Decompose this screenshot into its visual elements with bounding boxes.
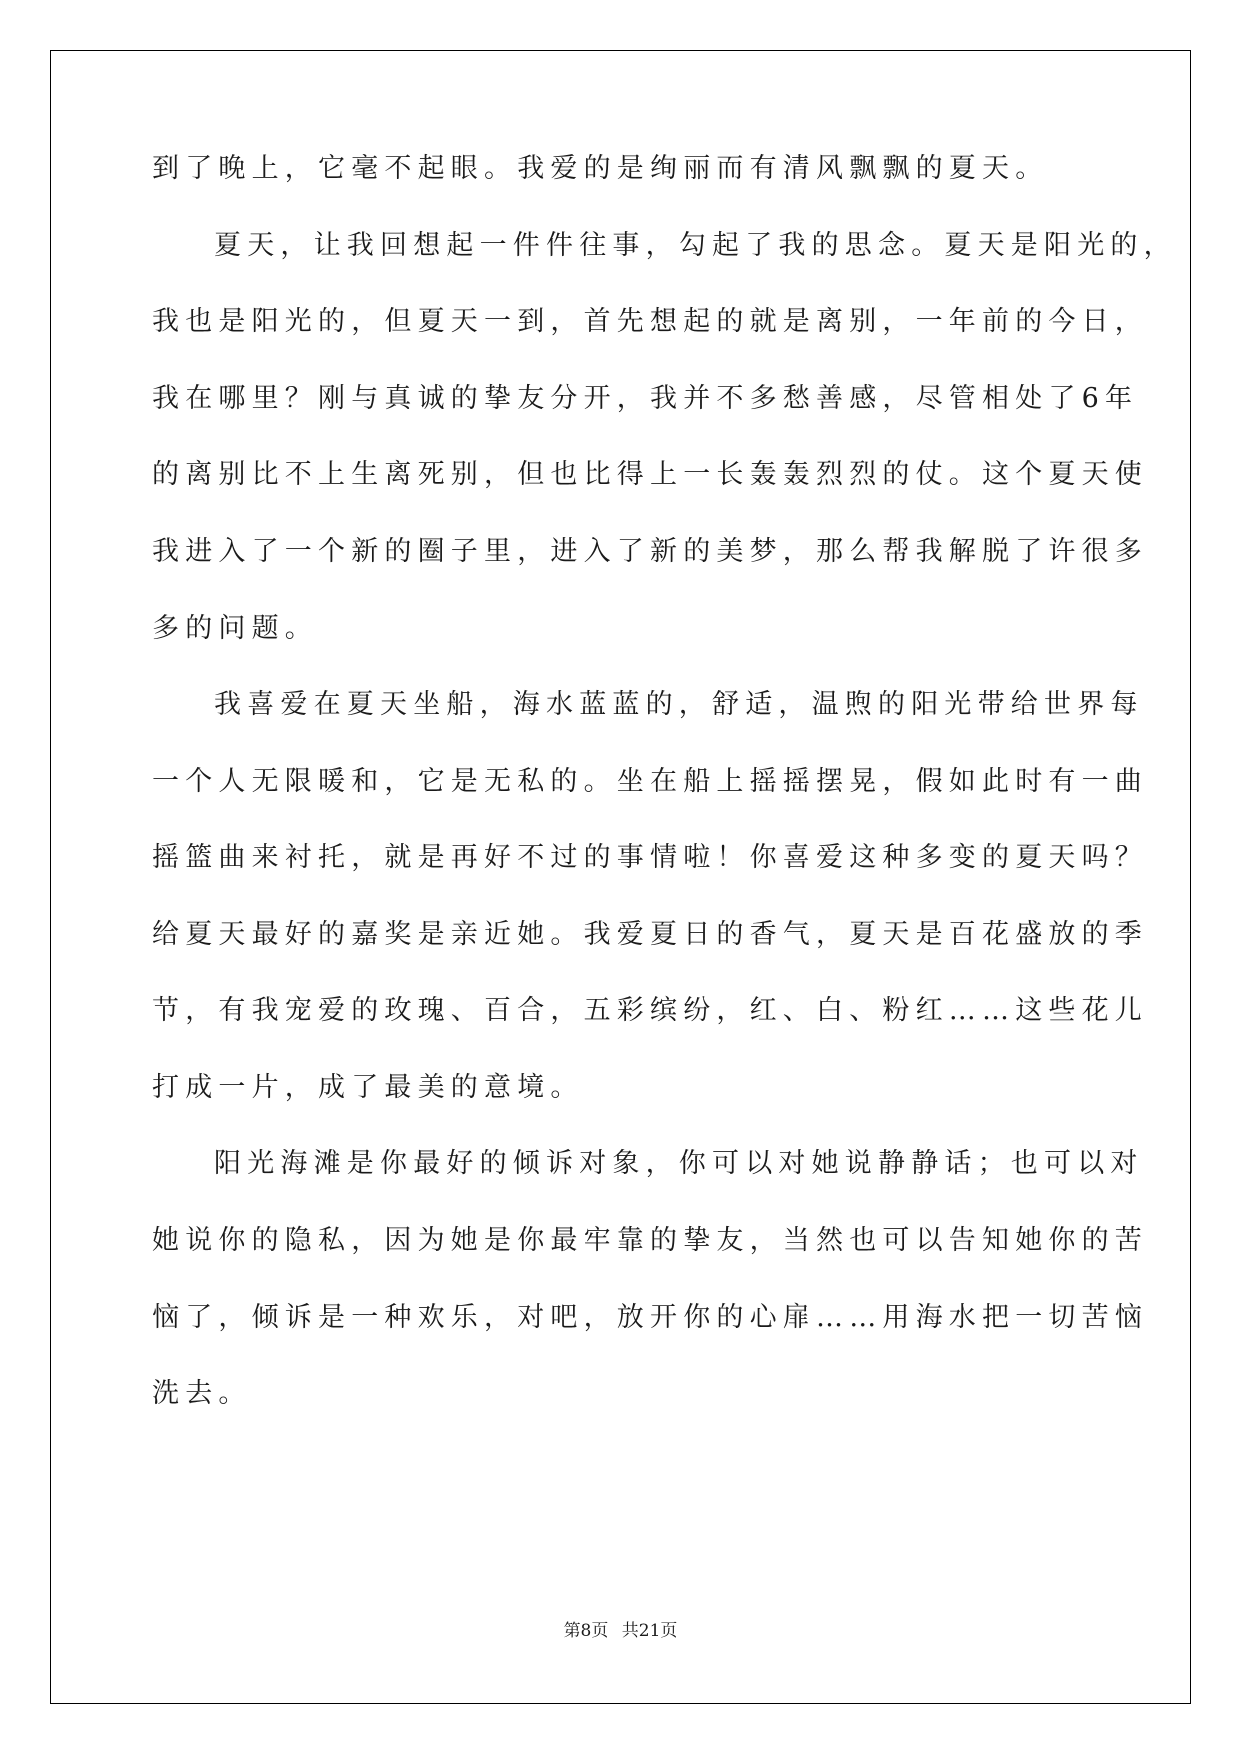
- text-line: 她说你的隐私，因为她是你最牢靠的挚友，当然也可以告知她你的苦: [152, 1225, 1148, 1256]
- text-line: 一个人无限暖和，它是无私的。坐在船上摇摇摆晃，假如此时有一曲: [152, 766, 1148, 797]
- page-total: 共21页: [621, 1621, 678, 1641]
- text-line: 阳光海滩是你最好的倾诉对象，你可以对她说静静话；也可以对: [214, 1148, 1144, 1179]
- text-line: 的离别比不上生离死别，但也比得上一长轰轰烈烈的仗。这个夏天使: [152, 459, 1148, 490]
- text-line: 多的问题。: [152, 613, 318, 644]
- page-number: 第8页: [563, 1621, 609, 1641]
- text-line: 摇篮曲来衬托，就是再好不过的事情啦！你喜爱这种多变的夏天吗？: [152, 842, 1148, 873]
- text-line: 夏天，让我回想起一件件往事，勾起了我的思念。夏天是阳光的，: [214, 230, 1177, 261]
- text-line: 我也是阳光的，但夏天一到，首先想起的就是离别，一年前的今日，: [152, 306, 1148, 337]
- text-line: 给夏天最好的嘉奖是亲近她。我爱夏日的香气，夏天是百花盛放的季: [152, 919, 1148, 950]
- text-line: 恼了，倾诉是一种欢乐，对吧，放开你的心扉……用海水把一切苦恼: [152, 1302, 1148, 1333]
- text-line: 节，有我宠爱的玫瑰、百合，五彩缤纷，红、白、粉红……这些花儿: [152, 995, 1148, 1026]
- text-line: 到了晚上，它毫不起眼。我爱的是绚丽而有清风飘飘的夏天。: [152, 153, 1049, 184]
- text-line: 打成一片，成了最美的意境。: [152, 1072, 584, 1103]
- text-line: 我进入了一个新的圈子里，进入了新的美梦，那么帮我解脱了许很多: [152, 536, 1148, 567]
- text-line: 我在哪里？刚与真诚的挚友分开，我并不多愁善感，尽管相处了6年: [152, 383, 1139, 414]
- text-line: 洗去。: [152, 1378, 252, 1409]
- text-line: 我喜爱在夏天坐船，海水蓝蓝的，舒适，温煦的阳光带给世界每: [214, 689, 1144, 720]
- page-footer: [0, 1616, 1241, 1641]
